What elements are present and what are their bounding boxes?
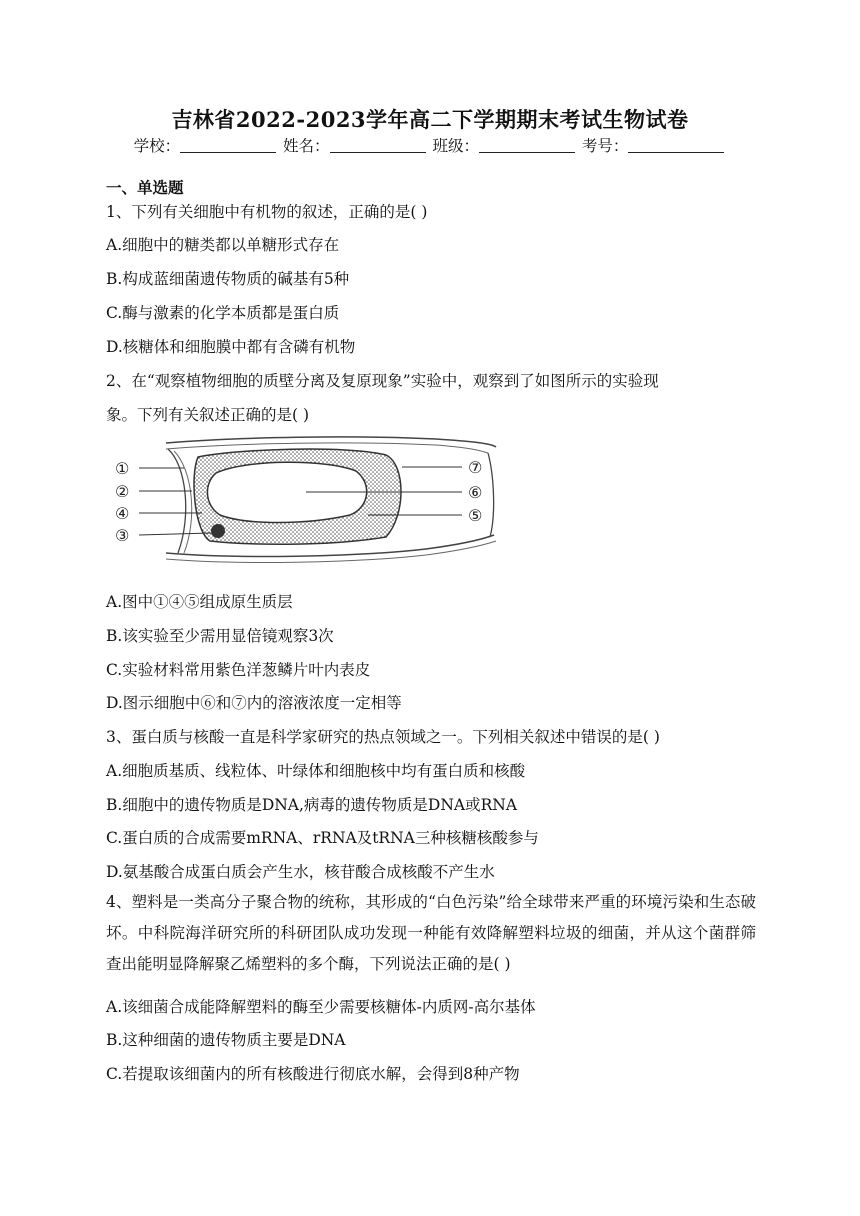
figure-label-6: ⑥ [468,483,483,502]
number-label: 考号： [581,137,629,155]
question-3-option-d: D.氨基酸合成蛋白质会产生水，核苷酸合成核酸不产生水 [106,863,495,881]
question-2-option-a: A.图中①④⑤组成原生质层 [106,593,293,611]
question-2-option-c: C.实验材料常用紫色洋葱鳞片叶内表皮 [106,661,371,679]
question-1-stem: 1、下列有关细胞中有机物的叙述，正确的是( ) [106,203,428,221]
cell-nucleus [211,524,225,538]
question-4-option-b: B.这种细菌的遗传物质主要是DNA [106,1031,346,1049]
school-blank[interactable] [180,138,276,153]
name-blank[interactable] [330,138,426,153]
question-3-option-c: C.蛋白质的合成需要mRNA、rRNA及tRNA三种核糖核酸参与 [106,829,539,847]
question-2-option-b: B.该实验至少需用显倍镜观察3次 [106,627,334,645]
figure-label-3: ③ [115,526,130,545]
question-1-option-c: C.酶与激素的化学本质都是蛋白质 [106,304,340,322]
question-2-stem-line2: 象。下列有关叙述正确的是( ) [106,406,310,424]
class-label: 班级： [432,137,479,155]
figure-label-4: ④ [115,504,130,523]
question-4-option-c: C.若提取该细菌内的所有核酸进行彻底水解，会得到8种产物 [106,1065,520,1083]
question-4-stem: 4、塑料是一类高分子聚合物的统称，其形成的“白色污染”给全球带来严重的环境污染和生态破坏。中科院海洋研究所的科研团队成功发现一种能有效降解塑料垃圾的细菌，并从这个菌群筛查出能明显降解聚乙烯塑料的多个酶，下列说法正确的是( ) [106,893,756,973]
figure-label-5: ⑤ [468,506,483,525]
name-label: 姓名： [283,137,330,155]
question-4-option-a: A.该细菌合成能降解塑料的酶至少需要核糖体-内质网-高尔基体 [106,998,536,1016]
question-1-option-d: D.核糖体和细胞膜中都有含磷有机物 [106,338,356,356]
figure-label-2: ② [115,482,130,501]
number-blank[interactable] [628,138,724,153]
question-2-option-d: D.图示细胞中⑥和⑦内的溶液浓度一定相等 [106,694,402,712]
student-info-line [0,134,860,156]
question-3-option-a: A.细胞质基质、线粒体、叶绿体和细胞核中均有蛋白质和核酸 [106,762,526,780]
question-1-option-a: A.细胞中的糖类都以单糖形式存在 [106,236,340,254]
figure-label-1: ① [115,459,130,478]
plasmolysis-cell-figure [106,425,516,573]
class-blank[interactable] [479,138,575,153]
school-label: 学校： [133,137,181,155]
question-1-option-b: B.构成蓝细菌遗传物质的碱基有5种 [106,270,350,288]
page-title: 吉林省2022-2023学年高二下学期期末考试生物试卷 [171,107,689,132]
figure-label-7: ⑦ [468,458,483,477]
question-2-stem-line1: 2、在“观察植物细胞的质壁分离及复原现象”实验中，观察到了如图所示的实验现 [106,372,659,390]
question-3-stem: 3、蛋白质与核酸一直是科学家研究的热点领域之一。下列相关叙述中错误的是( ) [106,728,660,746]
question-3-option-b: B.细胞中的遗传物质是DNA,病毒的遗传物质是DNA或RNA [106,796,518,814]
section-heading: 一、单选题 [106,178,184,197]
